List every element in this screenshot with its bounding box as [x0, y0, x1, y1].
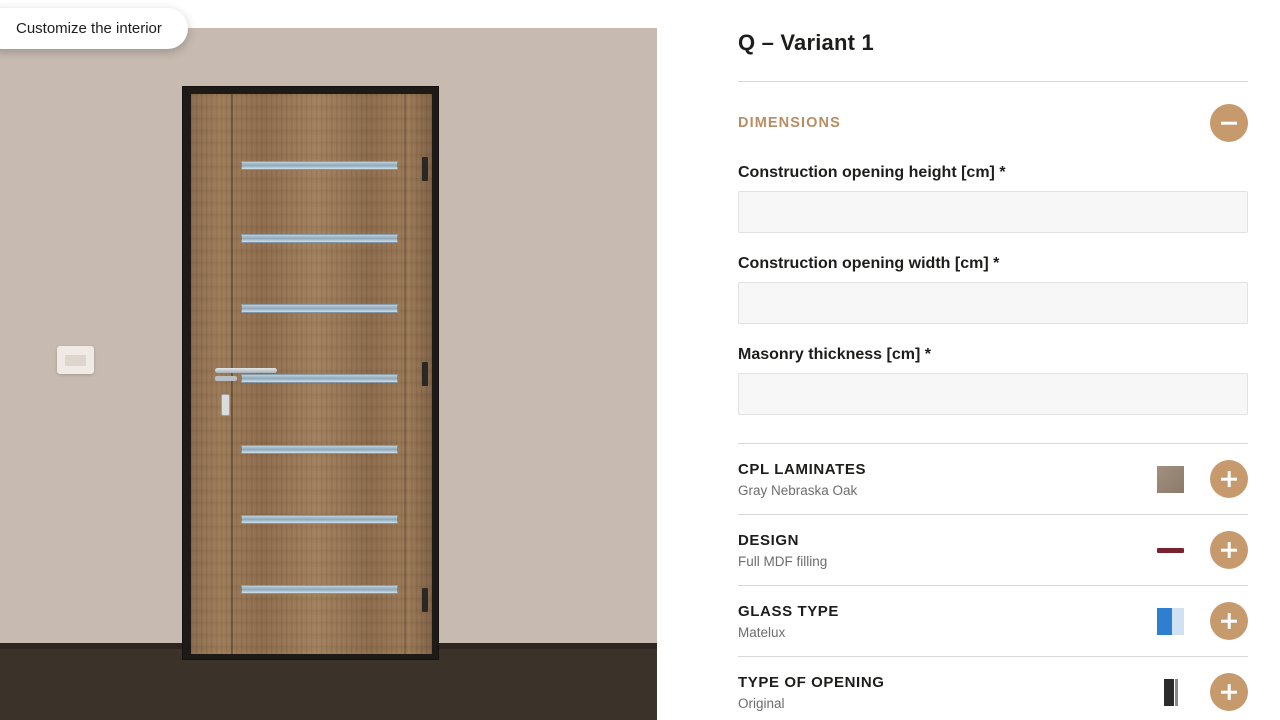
option-text [738, 532, 1157, 569]
dimensions-collapse-button[interactable] [1210, 104, 1248, 142]
option-row-type-of-opening[interactable] [738, 657, 1248, 720]
glass-type-expand-button[interactable] [1210, 602, 1248, 640]
hinge-icon [422, 362, 428, 386]
masonry-thickness-input[interactable] [738, 373, 1248, 415]
option-value: Full MDF filling [738, 553, 828, 569]
option-text [738, 674, 1157, 711]
glass-strip [241, 161, 398, 170]
option-value: Original [738, 695, 785, 711]
field-masonry-thickness [738, 346, 1248, 415]
dimensions-section-label: DIMENSIONS [738, 115, 841, 131]
option-row-design[interactable] [738, 515, 1248, 586]
dimensions-section-header[interactable] [738, 104, 1248, 142]
door-edge-left [231, 94, 233, 654]
option-text [738, 461, 1157, 498]
option-row-glass-type[interactable] [738, 586, 1248, 657]
option-title: TYPE OF OPENING [738, 673, 885, 691]
door-frame[interactable] [182, 86, 439, 660]
glass-strip [241, 234, 398, 243]
hinge-icon [422, 588, 428, 612]
type-of-opening-expand-button[interactable] [1210, 673, 1248, 711]
option-value: Gray Nebraska Oak [738, 482, 858, 498]
glass-strip [241, 374, 398, 383]
design-expand-button[interactable] [1210, 531, 1248, 569]
door-handle [215, 368, 277, 373]
construction-opening-width-input[interactable] [738, 282, 1248, 324]
field-construction-opening-width [738, 255, 1248, 324]
configuration-panel [657, 0, 1280, 720]
customize-interior-badge[interactable]: Customize the interior [0, 8, 188, 49]
door-edge-right [404, 94, 406, 654]
hinge-icon [422, 157, 428, 181]
field-label: Construction opening width [cm] * [738, 255, 1000, 272]
construction-opening-height-input[interactable] [738, 191, 1248, 233]
field-label: Construction opening height [cm] * [738, 164, 1006, 181]
design-swatch-icon [1157, 537, 1184, 564]
option-title: GLASS TYPE [738, 602, 840, 620]
cpl-laminates-expand-button[interactable] [1210, 460, 1248, 498]
glass-swatch-icon [1157, 608, 1184, 635]
title-divider [738, 81, 1248, 82]
glass-strip [241, 445, 398, 454]
opening-swatch-icon [1157, 679, 1184, 706]
option-text [738, 603, 1157, 640]
page-title: Q – Variant 1 [738, 30, 874, 55]
door-leaf[interactable] [191, 94, 432, 654]
door-handle-stub [215, 376, 237, 381]
glass-strip [241, 515, 398, 524]
option-title: CPL LAMINATES [738, 460, 867, 478]
glass-strip [241, 585, 398, 594]
field-construction-opening-height [738, 164, 1248, 233]
door-lock-plate [221, 394, 230, 416]
field-label: Masonry thickness [cm] * [738, 346, 931, 363]
option-title: DESIGN [738, 531, 800, 549]
glass-strip [241, 304, 398, 313]
option-row-cpl-laminates[interactable] [738, 444, 1248, 515]
wall-switch-icon [57, 346, 94, 374]
option-value: Matelux [738, 624, 786, 640]
cpl-swatch-icon [1157, 466, 1184, 493]
